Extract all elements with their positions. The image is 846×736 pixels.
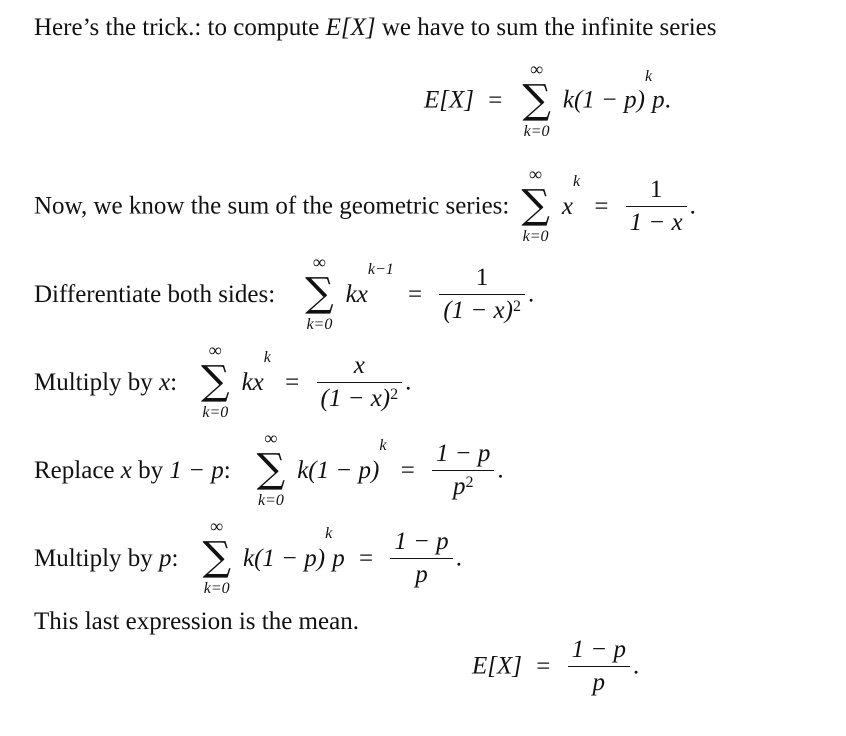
denominator-base: (1 − x) xyxy=(320,385,391,412)
series-equation xyxy=(424,59,671,140)
sum-lower-limit: k=0 xyxy=(522,227,549,245)
sigma-glyph: ∑ xyxy=(202,533,231,580)
sum-lower-limit: k=0 xyxy=(203,579,230,597)
expectation-symbol: E[X] xyxy=(325,14,376,41)
factor-p: p xyxy=(652,86,665,114)
fraction-denominator: 1 − x xyxy=(626,206,687,237)
sum-upper-limit: ∞ xyxy=(264,427,278,448)
x-term: x xyxy=(561,192,573,220)
factor-p: p xyxy=(332,544,345,572)
exponent-k: k xyxy=(263,349,271,367)
intro-lead: Here’s the trick.: to compute xyxy=(34,14,320,41)
fraction xyxy=(432,440,494,501)
kx-term: kx xyxy=(241,368,264,396)
equals-sign: = xyxy=(400,456,415,484)
exponent-k: k xyxy=(572,173,581,191)
fraction xyxy=(568,636,630,697)
fraction xyxy=(626,176,687,237)
fraction xyxy=(317,352,403,413)
summation-symbol xyxy=(197,515,237,597)
period: . xyxy=(664,86,671,114)
sum-upper-limit: ∞ xyxy=(529,163,543,184)
fraction-numerator: 1 − p xyxy=(394,528,449,555)
fraction-denominator xyxy=(317,382,403,413)
exponent-two: 2 xyxy=(512,298,521,315)
exponent-k: k xyxy=(379,437,387,455)
period: . xyxy=(497,456,504,484)
colon: : xyxy=(223,456,231,484)
conclusion-text: This last expression is the mean. xyxy=(34,608,359,635)
period: . xyxy=(689,192,696,220)
multiply-p-line xyxy=(34,515,462,597)
period: . xyxy=(527,280,535,308)
replace-text-b: by xyxy=(138,456,164,484)
exponent-two: 2 xyxy=(465,474,474,491)
sum-lower-limit: k=0 xyxy=(258,491,284,509)
equals-sign: = xyxy=(536,652,551,680)
sum-lower-limit: k=0 xyxy=(306,315,333,333)
intro-tail: we have to sum the infinite series xyxy=(381,14,717,41)
equals-sign: = xyxy=(285,368,300,396)
multiply-x-text: Multiply by xyxy=(34,368,153,396)
series-term: k(1 − p) xyxy=(562,86,645,114)
variable-p: p xyxy=(159,544,172,572)
differentiate-text: Differentiate both sides: xyxy=(34,280,276,308)
sum-upper-limit: ∞ xyxy=(530,59,544,79)
multiply-x-line xyxy=(34,339,412,421)
mean-equation xyxy=(472,636,639,697)
geometric-text: Now, we know the sum of the geometric series: xyxy=(34,192,510,220)
fraction-numerator: 1 − p xyxy=(571,636,626,663)
sigma-glyph: ∑ xyxy=(521,181,550,228)
fraction-numerator: x xyxy=(353,352,365,379)
conclusion-line xyxy=(34,608,359,636)
expectation-lhs: E[X] xyxy=(472,652,522,680)
series-term: k(1 − p) xyxy=(242,544,326,572)
fraction-denominator xyxy=(439,294,525,325)
replace-line xyxy=(34,427,504,509)
fraction xyxy=(390,528,452,589)
equals-sign: = xyxy=(488,86,503,114)
period: . xyxy=(455,544,462,572)
summation-symbol xyxy=(299,251,339,333)
geometric-line xyxy=(34,163,696,245)
fraction-denominator: p xyxy=(390,558,452,589)
colon: : xyxy=(171,544,179,572)
equals-sign: = xyxy=(408,280,423,308)
period: . xyxy=(405,368,412,396)
sigma-glyph: ∑ xyxy=(256,445,286,492)
period: . xyxy=(632,652,640,680)
summation-symbol xyxy=(195,339,235,421)
exponent-k-minus-1: k−1 xyxy=(367,261,394,279)
series-term: k(1 − p) xyxy=(297,456,380,484)
replace-text-a: Replace xyxy=(34,456,115,484)
fraction-numerator: 1 xyxy=(649,176,663,203)
fraction xyxy=(439,264,525,325)
exponent-k: k xyxy=(644,68,653,85)
sum-upper-limit: ∞ xyxy=(210,515,224,536)
fraction-numerator: 1 − p xyxy=(436,440,491,467)
equals-sign: = xyxy=(358,544,374,572)
exponent-two: 2 xyxy=(390,386,399,403)
sum-upper-limit: ∞ xyxy=(208,339,222,360)
fraction-numerator: 1 xyxy=(475,264,489,291)
fraction-denominator xyxy=(432,470,494,501)
equals-sign: = xyxy=(594,192,609,220)
expectation-lhs: E[X] xyxy=(424,86,474,114)
fraction-denominator: p xyxy=(568,666,630,697)
variable-x: x xyxy=(159,368,171,396)
sigma-glyph: ∑ xyxy=(305,269,334,316)
denominator-base: (1 − x) xyxy=(443,297,513,324)
exponent-k: k xyxy=(325,525,333,543)
denominator-base: p xyxy=(452,473,466,500)
multiply-p-text: Multiply by xyxy=(34,544,153,572)
summation-symbol xyxy=(517,59,557,140)
summation-symbol xyxy=(251,427,291,509)
replacement-expression: 1 − p xyxy=(169,456,224,484)
sigma-glyph: ∑ xyxy=(201,357,230,404)
differentiate-line xyxy=(34,251,535,333)
kx-term: kx xyxy=(345,280,368,308)
variable-x: x xyxy=(120,456,132,484)
sum-lower-limit: k=0 xyxy=(523,123,550,140)
summation-symbol xyxy=(516,163,556,245)
sigma-glyph: ∑ xyxy=(522,77,551,123)
sum-lower-limit: k=0 xyxy=(202,403,229,421)
sum-upper-limit: ∞ xyxy=(312,251,326,272)
intro-line xyxy=(34,14,716,42)
colon: : xyxy=(170,368,178,396)
